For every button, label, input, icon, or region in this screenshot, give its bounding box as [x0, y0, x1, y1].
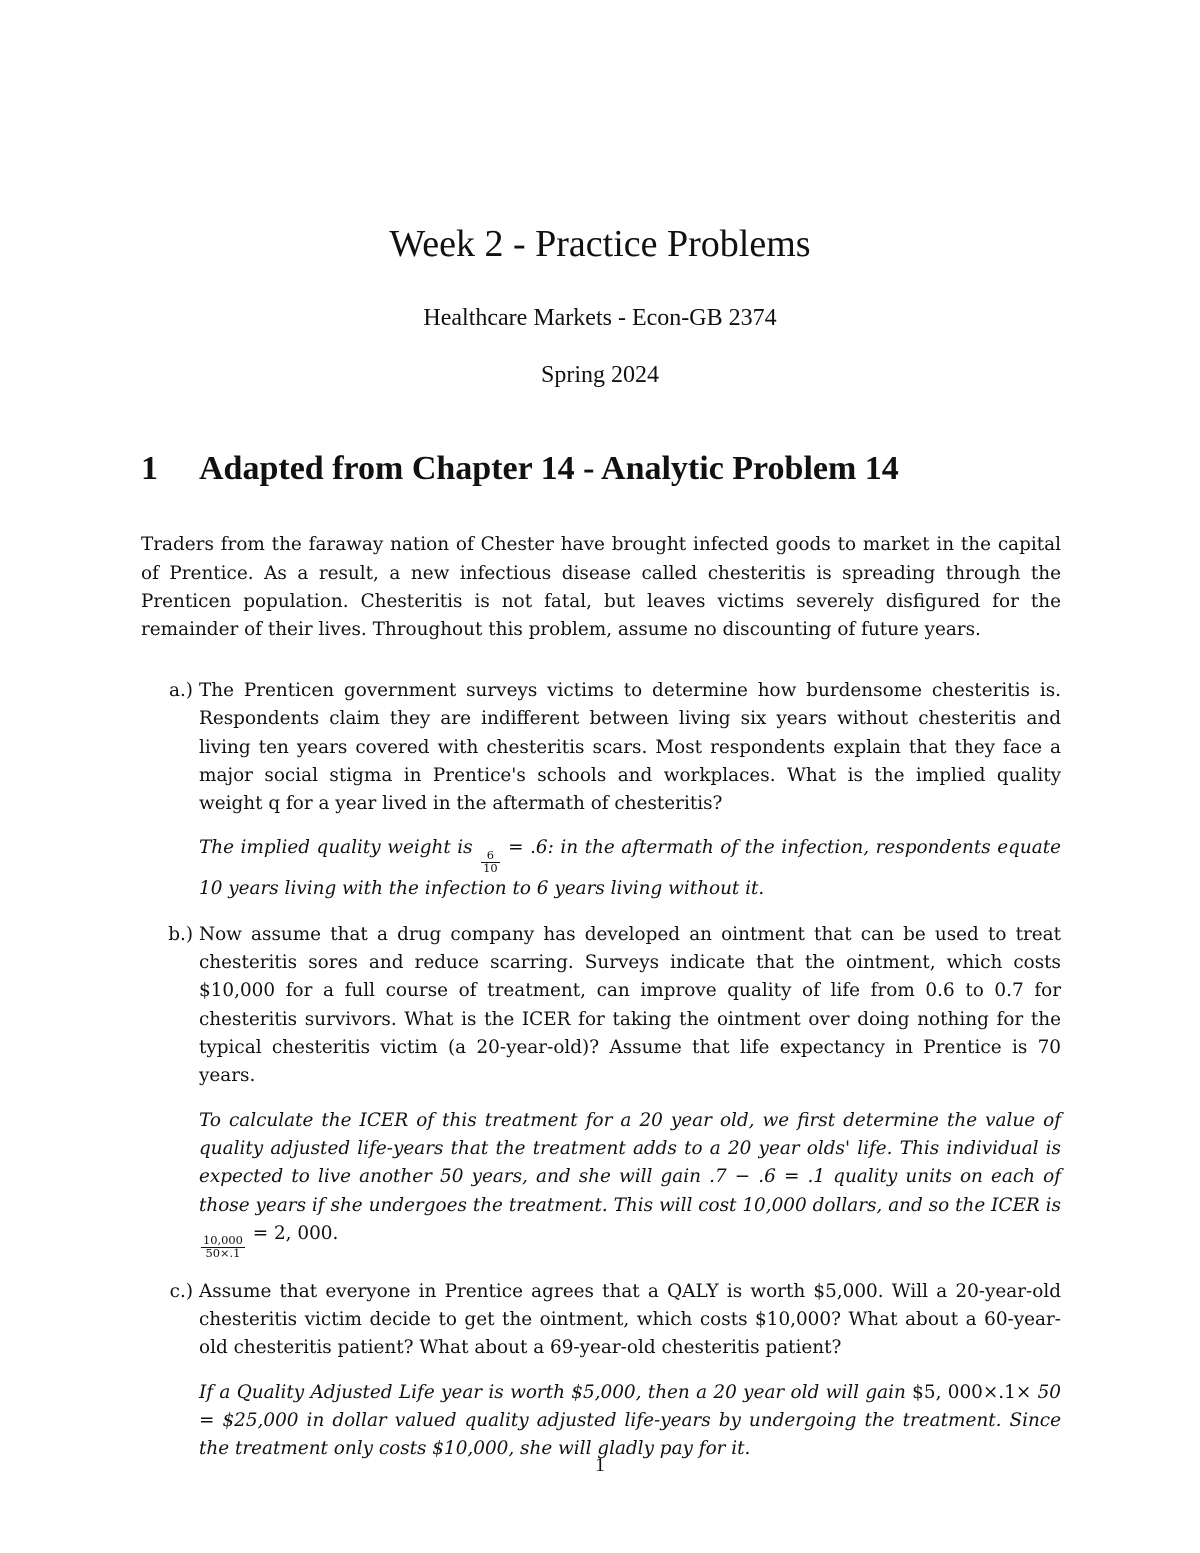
answer-text [199, 1379, 1061, 1464]
answer-part: = .6: in the aftermath of the infection, respondents equate 10 years living with the infection to 6 years living without it. [199, 837, 1061, 899]
section-heading [141, 450, 1081, 488]
question-text: Now assume that a drug company has developed an ointment that can be used to treat chesteritis sores and reduce scarring. Surveys indicate that the ointment, which costs $10,000 for a full course of treatment, can improve quality of life from 0.6 to 0.7 for chesteritis survivors. What is the ICER for taking the ointment over doing nothing for the typical chesteritis victim (a 20-year-old)? Assume that life expectancy in Prentice is 70 years. [199, 923, 1061, 1087]
page-number: 1 [595, 1454, 605, 1476]
fraction-denominator: 50×.1 [205, 1245, 241, 1260]
fraction-numerator: 6 [481, 850, 500, 863]
answer-part: The implied quality weight is [199, 837, 473, 859]
question-text: Assume that everyone in Prentice agrees that a QALY is worth $5,000. Will a 20-year-old chesteritis victim decide to get the ointment, which costs $10,000? What about a 60-year-old chesteritis patient? What about a 69-year-old chesteritis patient? [199, 1280, 1061, 1359]
course-subtitle: Healthcare Markets - Econ-GB 2374 [423, 305, 777, 331]
answer-part: To calculate the ICER of this treatment for a 20 year old, we first determine the value of quality adjusted life-years that the treatment adds to a 20 year olds' life. This individual is expected to live another 50 years, and she will gain .7 − .6 = .1 quality units on each of those years if she undergoes the treatment. This will cost 10,000 dollars, and so the ICER is [199, 1109, 1061, 1216]
term-date: Spring 2024 [540, 362, 659, 388]
fraction [201, 1232, 245, 1260]
problem-item-b [141, 921, 1061, 1260]
answer-math: $5, 000×.1× [912, 1381, 1032, 1403]
fraction [481, 847, 500, 875]
problem-item-a [141, 677, 1061, 903]
answer-text [199, 834, 1061, 902]
item-marker: c.) [169, 1280, 193, 1302]
section-number: 1 [141, 450, 158, 487]
fraction-denominator: 10 [483, 860, 498, 875]
section-intro: Traders from the faraway nation of Chester have brought infected goods to market in the capital of Prentice. As a result, a new infectious disease called chesteritis is spreading through the Prenticen population. Chesteritis is not fatal, but leaves victims severely disfigured for the remainder of their lives. Throughout this problem, assume no discounting of future years. [141, 534, 1061, 641]
answer-text [199, 1107, 1061, 1260]
fraction-numerator: 10,000 [203, 1232, 243, 1247]
answer-part: If a Quality Adjusted Life year is worth $5,000, then a 20 year old will gain [199, 1381, 906, 1403]
question-text: The Prenticen government surveys victims to determine how burdensome chesteritis is. Respondents claim they are indifferent between living six years without chesteritis and living ten years covered with chesteritis scars. Most respondents explain that they face a major social stigma in Prentice's schools and workplaces. What is the implied quality weight q for a year lived in the aftermath of chesteritis? [199, 680, 1061, 815]
problem-item-c [141, 1278, 1061, 1464]
answer-part: = 2, 000. [252, 1222, 339, 1244]
item-marker: b.) [168, 923, 193, 945]
answer-part: 50 = $25,000 in dollar valued quality adjusted life-years by undergoing the treatment. Since the treatment only costs $10,000, she will gladly pay for it. [199, 1381, 1061, 1460]
item-marker: a.) [169, 680, 193, 701]
document-title: Week 2 - Practice Problems [389, 223, 811, 265]
section-title: Adapted from Chapter 14 - Analytic Problem 14 [199, 450, 899, 487]
problem-list [141, 677, 1061, 1482]
